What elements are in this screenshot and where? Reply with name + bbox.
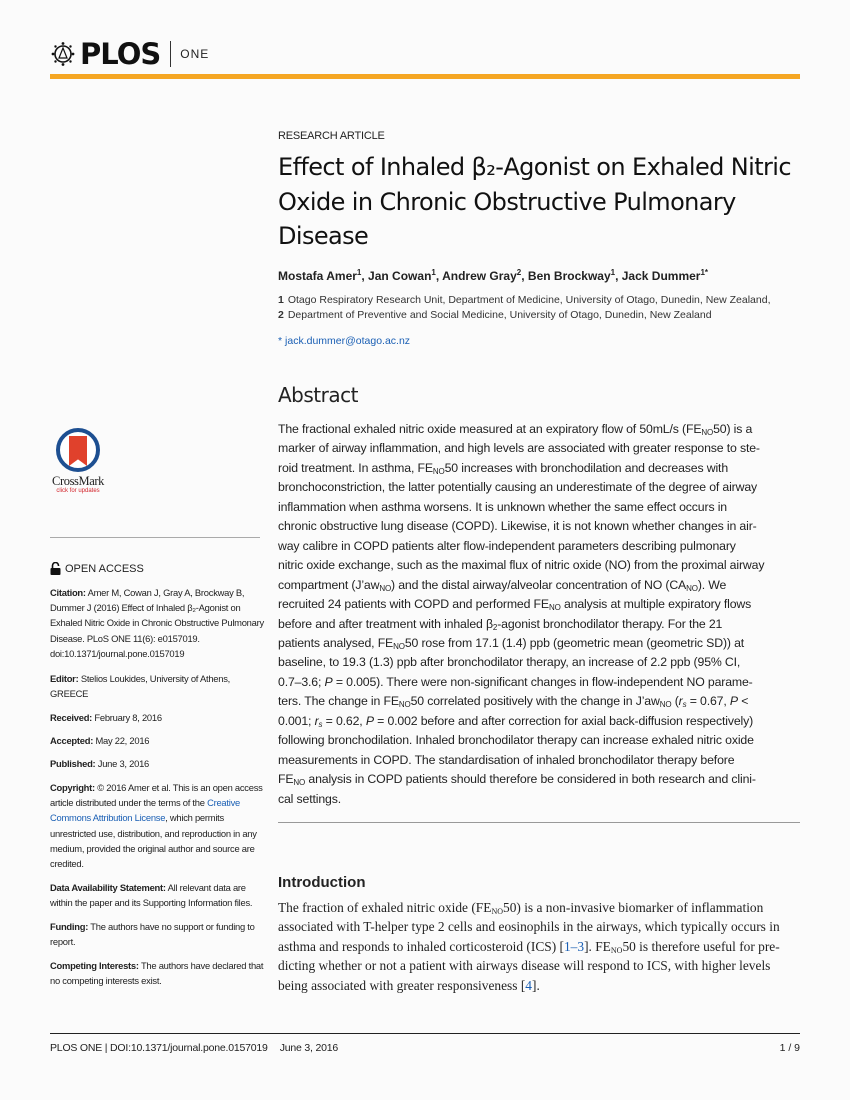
footer-divider — [50, 1033, 800, 1034]
article-title — [278, 150, 818, 254]
competing-interests-block — [50, 958, 265, 988]
abstract-line: 0.001; $r_s = 0.62$, P = 0.002 before and after correction for axial back-diffusion respectively) — [278, 713, 754, 729]
copyright-block — [50, 780, 265, 871]
abstract-line: baseline, to 19.3 (1.3) ppb after bronchodilator therapy, an increase of 2.2 ppb (95% CI, — [278, 655, 741, 670]
abstract-line: measurements in COPD. The standardisation of inhaled bronchodilator therapy before — [278, 752, 735, 767]
reference-link[interactable]: 4 — [525, 977, 532, 993]
corresponding-email — [278, 335, 410, 347]
footer-citation — [50, 1042, 338, 1054]
author-name[interactable]: Ben Brockway — [527, 269, 611, 283]
accepted-label: Accepted: — [50, 735, 94, 746]
competing-interests-text: The authors have declared that no competing interests exist. — [50, 960, 264, 987]
introduction-heading: Introduction — [278, 874, 366, 891]
accepted-date: May 22, 2016 — [95, 735, 150, 746]
data-availability-text: All relevant data are within the paper and its Supporting Information files. — [50, 882, 253, 909]
copyright-label: Copyright: — [50, 782, 95, 793]
crossmark-icon — [56, 428, 100, 472]
author-name[interactable]: Andrew Gray — [442, 269, 517, 283]
abstract-line: following bronchodilation. Inhaled bronchodilator therapy can increase exhaled nitric oxide — [278, 733, 754, 748]
data-availability-label: Data Availability Statement: — [50, 882, 166, 893]
affiliation — [278, 309, 712, 321]
affiliation-text: Department of Preventive and Social Medicine, University of Otago, Dunedin, New Zealand — [287, 309, 712, 321]
abstract-line: before and after treatment with inhaled $\beta_2$-agonist bronchodilator therapy. For the 21 — [278, 616, 723, 632]
author-name[interactable]: Mostafa Amer — [278, 269, 357, 283]
affiliation-number: 2 — [278, 309, 284, 321]
introduction-line: dicting whether or not a patient with airways disease will respond to ICS, with higher levels — [278, 958, 771, 974]
author-affiliation-ref: 2 — [516, 268, 522, 277]
plos-one-logo[interactable] — [50, 37, 209, 71]
author-name[interactable]: Jack Dummer — [621, 269, 701, 283]
editor-text: Stelios Loukides, University of Athens, GREECE — [50, 673, 231, 700]
abstract-line: The fractional exhaled nitric oxide measured at an expiratory flow of 50mL/s $(FE_{NO}50)$ is a — [278, 422, 753, 437]
abstract-heading: Abstract — [278, 383, 358, 407]
affiliation — [278, 294, 771, 306]
sidebar-divider — [50, 537, 260, 538]
abstract-line: 0.7–3.6; P = 0.005). There were non-significant changes in flow-independent NO parame- — [278, 674, 753, 689]
received-date: February 8, 2016 — [94, 712, 162, 723]
abstract-line: cal settings. — [278, 791, 341, 806]
editor-block — [50, 671, 265, 701]
published-block — [50, 756, 265, 771]
published-date: June 3, 2016 — [97, 758, 149, 769]
abstract-line: nitric oxide exchange, such as the maximal flux of nitric oxide (NO) from the proximal airway — [278, 558, 765, 573]
abstract-line: patients analysed, $FE_{NO}50$ rose from 17.1 (1.4) ppb (geometric mean (geometric SD)) at — [278, 635, 745, 651]
page-number: 1 / 9 — [779, 1042, 800, 1054]
affiliation-number: 1 — [278, 294, 284, 306]
logo-plos-text: PLOS — [80, 37, 161, 71]
footer-journal-doi: PLOS ONE | DOI:10.1371/journal.pone.0157019 — [50, 1042, 268, 1054]
abstract-line: chronic obstructive lung disease (COPD). Likewise, it is not known whether changes in air- — [278, 519, 757, 534]
abstract-line: bronchoconstriction, the latter potentially causing an underestimate of the degree of airway — [278, 480, 758, 495]
received-block — [50, 710, 265, 725]
published-label: Published: — [50, 758, 96, 769]
funding-label: Funding: — [50, 921, 89, 932]
abstract-line: ters. The change in $FE_{NO}50$ correlated positively with the change in $J’aw_{NO}$ ($r_s = 0.67$, P < — [278, 694, 749, 710]
introduction-line: being associated with greater responsiveness [4]. — [278, 977, 540, 993]
funding-text: The authors have no support or funding to report. — [50, 921, 255, 948]
abstract-line: roid treatment. In asthma, $FE_{NO}50$ increases with bronchodilation and decreases with — [278, 460, 729, 476]
data-availability-block — [50, 880, 265, 910]
author-list: Mostafa Amer$^1$, Jan Cowan$^1$, Andrew Gray$^2$, Ben Brockway$^1$, Jack Dummer$^{1*}$ — [278, 268, 709, 283]
citation-text: Amer M, Cowan J, Gray A, Brockway B, Dummer J (2016) Effect of Inhaled β₂-Agonist on Exhaled Nitric Oxide in Chronic Obstructive Pulmonary Disease. PLoS ONE 11(6): e0157019. doi:10.1371/journal.pone.0157019 — [50, 587, 264, 659]
footer-date: June 3, 2016 — [279, 1042, 339, 1054]
author-affiliation-ref: 1 — [610, 268, 616, 277]
introduction-line: The fraction of exhaled nitric oxide $(FE_{NO}50)$ is a non-invasive biomarker of inflammation — [278, 900, 764, 916]
editor-label: Editor: — [50, 673, 79, 684]
abstract-line: inflammation when asthma worsens. It is unknown whether the same effect occurs in — [278, 499, 727, 514]
received-label: Received: — [50, 712, 93, 723]
title-line: Disease — [278, 222, 369, 250]
corresponding-asterisk: * — [278, 335, 286, 347]
introduction-line: asthma and responds to inhaled corticosteroid (ICS) [1–3]. $FE_{NO}50$ is therefore useful for pre- — [278, 938, 780, 955]
cc-license-link[interactable]: Creative Commons Attribution License — [50, 797, 240, 824]
abstract-line: recruited 24 patients with COPD and performed $FE_{NO}$ analysis at multiple expiratory flows — [278, 597, 752, 613]
funding-block — [50, 919, 265, 949]
header-accent-rule — [50, 74, 800, 79]
abstract-line: way calibre in COPD patients alter flow-independent parameters describing pulmonary — [278, 538, 736, 553]
introduction-body — [278, 898, 808, 995]
copyright-text-continued: , which permits unrestricted use, distribution, and reproduction in any medium, provided the original author and source are credited. — [50, 812, 257, 870]
affiliation-text: Otago Respiratory Research Unit, Department of Medicine, University of Otago, Dunedin, New Zealand, — [287, 294, 771, 306]
abstract-line: marker of airway inflammation, and high levels are associated with greater response to ste- — [278, 441, 760, 456]
competing-interests-label: Competing Interests: — [50, 960, 139, 971]
abstract-body — [278, 420, 808, 809]
abstract-line: compartment $(J’aw_{NO})$ and the distal airway/alveolar concentration of NO $(CA_{NO})$. We — [278, 577, 727, 593]
crossmark-badge[interactable] — [48, 428, 108, 494]
open-lock-icon — [50, 562, 61, 575]
email-link[interactable]: jack.dummer@otago.ac.nz — [285, 335, 411, 347]
introduction-line: associated with T-helper type 2 cells and eosinophils in the airways, which typically occurs in — [278, 919, 780, 935]
crossmark-label: CrossMark — [52, 474, 104, 488]
author-affiliation-ref: 1 — [431, 268, 436, 277]
copyright-text: © 2016 Amer et al. This is an open access article distributed under the terms of the — [50, 782, 263, 809]
open-access-badge — [50, 562, 144, 575]
crossmark-sublabel: click for updates — [56, 488, 100, 494]
plos-globe-icon — [50, 41, 76, 67]
article-type: RESEARCH ARTICLE — [278, 130, 385, 142]
title-line: Oxide in Chronic Obstructive Pulmonary — [278, 187, 736, 216]
accepted-block — [50, 733, 265, 748]
open-access-label: OPEN ACCESS — [65, 562, 144, 575]
logo-journal-text: ONE — [180, 47, 210, 61]
author-affiliation-ref: 1* — [700, 268, 709, 277]
reference-link[interactable]: 1–3 — [563, 938, 585, 954]
citation-block — [50, 585, 265, 661]
title-line: Effect of Inhaled β₂-Agonist on Exhaled Nitric — [278, 153, 791, 181]
citation-label: Citation: — [50, 587, 86, 598]
abstract-line: $FE_{NO}$ analysis in COPD patients should therefore be considered in both research and clini- — [278, 772, 756, 788]
author-name[interactable]: Jan Cowan — [368, 269, 432, 283]
crossmark-ribbon-icon — [69, 436, 87, 466]
author-affiliation-ref: 1 — [356, 268, 362, 277]
abstract-divider — [278, 822, 800, 823]
logo-divider — [170, 41, 171, 67]
